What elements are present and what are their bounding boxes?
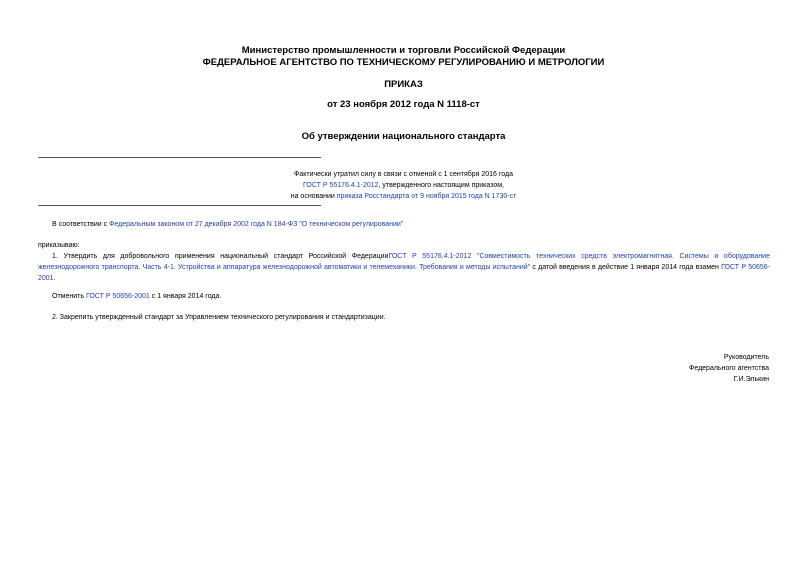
gost-55176-title-link[interactable]: ГОСТ Р 55176.4.1-2012 "Совместимость технических средств электромагнитная. Системы и оборудование железнодорожного транспорта. Часть 4-1. Устройства и аппаратура железнодорожной автоматики и телемеханики. Требования и методы испытаний" <box>38 253 770 271</box>
order-item-1: 1. Утвердить для добровольного применения национальный стандарт Российской ФедерацииГОСТ Р 55176.4.1-2012 "Совместимость технических средств электромагнитная. Системы и оборудование железнодорожного транспорта. Часть 4-1. Устройства и аппаратура железнодорожной автоматики и телемеханики. Требования и методы испытаний" с датой введения в действие 1 января 2014 года взамен ГОСТ Р 50656-2001. <box>38 253 771 282</box>
order-item-2: 2. Закрепить утвержденный стандарт за Управлением технического регулирования и стандартизации. <box>52 314 386 321</box>
gost-50656-cancel-link[interactable]: ГОСТ Р 50656-2001 <box>85 293 150 300</box>
signature-title-1: Руководитель <box>723 354 769 361</box>
signature-title-2: Федерального агентства <box>689 365 769 372</box>
document-date-number: от 23 ноября 2012 года N 1118-ст <box>327 99 480 110</box>
document-type: ПРИКАЗ <box>384 79 423 90</box>
agency-name: ФЕДЕРАЛЬНОЕ АГЕНТСТВО ПО ТЕХНИЧЕСКОМУ РЕГУЛИРОВАНИЮ И МЕТРОЛОГИИ <box>202 57 605 68</box>
gost-55176-link[interactable]: ГОСТ Р 55176.4.1-2012 <box>303 182 379 189</box>
document-subject: Об утверждении национального стандарта <box>301 131 506 142</box>
divider-bottom <box>38 205 321 206</box>
preamble: В соответствии с Федеральным законом от 27 декабря 2002 года N 184-ФЗ "О техническом регулировании" <box>52 221 404 228</box>
divider-top <box>38 157 321 158</box>
order-word: приказываю: <box>38 242 80 249</box>
federal-law-link[interactable]: Федеральным законом от 27 декабря 2002 года N 184-ФЗ "О техническом регулировании" <box>109 221 404 228</box>
status-note-line1: Фактически утратил силу в связи с отменой с 1 сентября 2016 года <box>294 171 513 178</box>
status-note-line2: ГОСТ Р 55176.4.1-2012, утвержденного настоящим приказом, <box>303 182 504 189</box>
signature-name: Г.И.Элькин <box>733 376 769 383</box>
status-note-line3: на основании приказа Росстандарта от 9 ноября 2015 года N 1730-ст <box>290 193 517 200</box>
gost-50656-link[interactable]: ГОСТ Р 50656-2001 <box>38 264 771 282</box>
ministry-name: Министерство промышленности и торговли Российской Федерации <box>241 45 566 56</box>
cancel-paragraph: Отменить ГОСТ Р 50656-2001 с 1 января 2014 года. <box>52 293 222 300</box>
rosstandart-order-link[interactable]: приказа Росстандарта от 9 ноября 2015 года N 1730-ст <box>336 193 517 200</box>
